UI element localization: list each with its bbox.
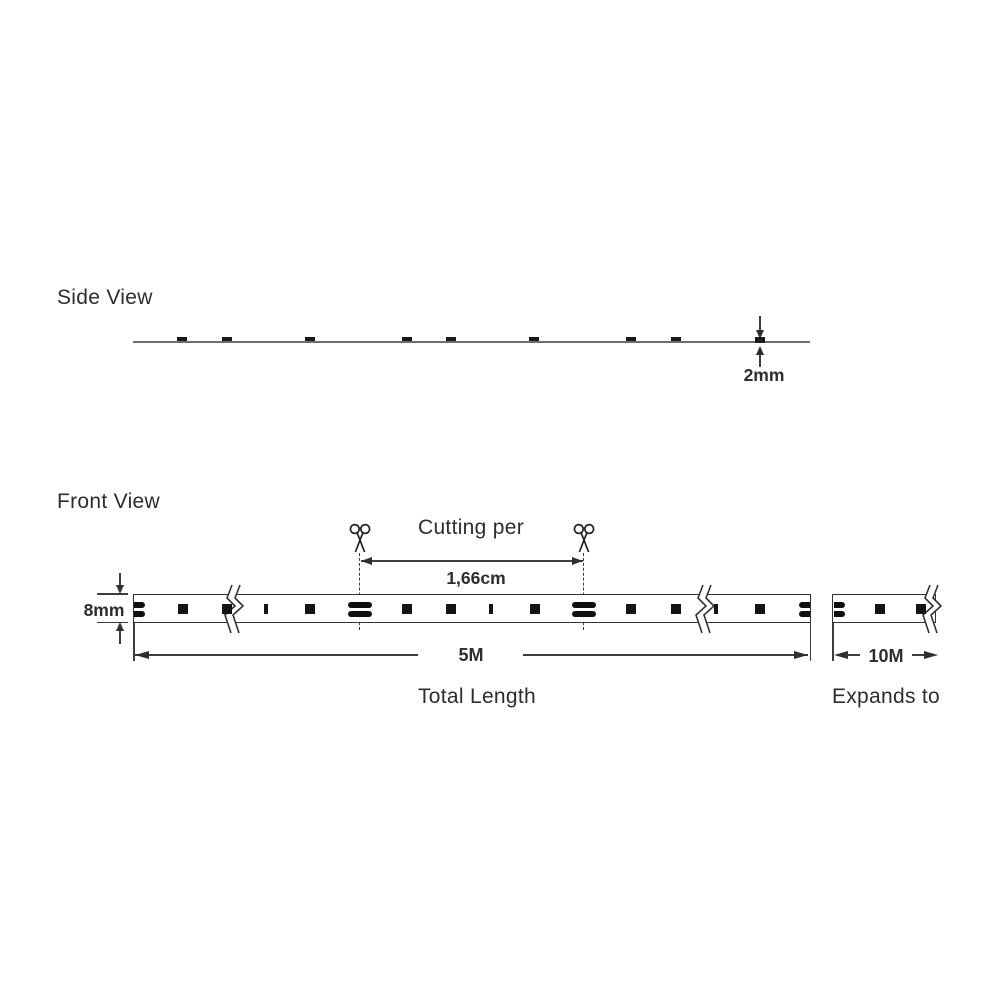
- solder-pads: [834, 611, 845, 617]
- led-bump: [305, 337, 315, 341]
- expanded-length-value: 10M: [868, 646, 904, 666]
- arrow-right-icon: [924, 651, 938, 659]
- total-length-dimension-line: [135, 654, 418, 656]
- width-label: 8mm: [83, 600, 125, 620]
- led-bump: [177, 337, 187, 341]
- cut-interval-dimension-line: [361, 560, 583, 562]
- led-bump: [529, 337, 539, 341]
- led-chip: [305, 604, 315, 614]
- scissors-icon: [572, 523, 596, 554]
- led-bump: [222, 337, 232, 341]
- solder-pads: [834, 602, 845, 608]
- front-view-title: Front View: [57, 490, 160, 513]
- led-bump: [402, 337, 412, 341]
- solder-pads: [799, 611, 810, 617]
- led-chip: [402, 604, 412, 614]
- solder-pads: [134, 602, 145, 608]
- led-chip: [530, 604, 540, 614]
- solder-pads: [348, 602, 372, 608]
- led-chip: [755, 604, 765, 614]
- width-dimension-line: [119, 631, 121, 644]
- led-chip: [916, 604, 926, 614]
- solder-pads: [572, 602, 596, 608]
- led-chip: [626, 604, 636, 614]
- led-chip: [222, 604, 232, 614]
- scissors-icon: [348, 523, 372, 554]
- solder-pads: [134, 611, 145, 617]
- arrow-right-icon: [572, 557, 583, 565]
- total-length-dimension-line: [523, 654, 808, 656]
- arrow-right-icon: [794, 651, 808, 659]
- arrow-up-icon: [116, 622, 124, 631]
- cutting-label: Cutting per: [417, 516, 525, 539]
- total-length-label: Total Length: [417, 685, 537, 708]
- led-chip: [446, 604, 456, 614]
- led-bump: [626, 337, 636, 341]
- cut-interval-label: 1,66cm: [446, 568, 506, 588]
- side-strip-line: [133, 341, 810, 343]
- arrow-left-icon: [834, 651, 848, 659]
- resistor-mark: [264, 604, 268, 614]
- arrow-down-icon: [116, 585, 124, 594]
- thickness-label: 2mm: [743, 365, 785, 385]
- length-extension-line: [810, 623, 812, 661]
- thickness-dimension-line: [759, 316, 761, 330]
- resistor-mark: [489, 604, 493, 614]
- solder-pads: [572, 611, 596, 617]
- solder-pads: [348, 611, 372, 617]
- side-view-title: Side View: [57, 286, 153, 309]
- total-length-value: 5M: [458, 645, 484, 665]
- led-bump: [671, 337, 681, 341]
- led-chip: [178, 604, 188, 614]
- arrow-left-icon: [135, 651, 149, 659]
- solder-pads: [799, 602, 810, 608]
- led-chip: [671, 604, 681, 614]
- led-chip: [875, 604, 885, 614]
- arrow-up-icon: [756, 346, 764, 355]
- led-bump: [446, 337, 456, 341]
- arrow-down-icon: [756, 330, 764, 339]
- resistor-mark: [714, 604, 718, 614]
- arrow-left-icon: [361, 557, 372, 565]
- expanded-length-label: Expands to: [831, 685, 941, 708]
